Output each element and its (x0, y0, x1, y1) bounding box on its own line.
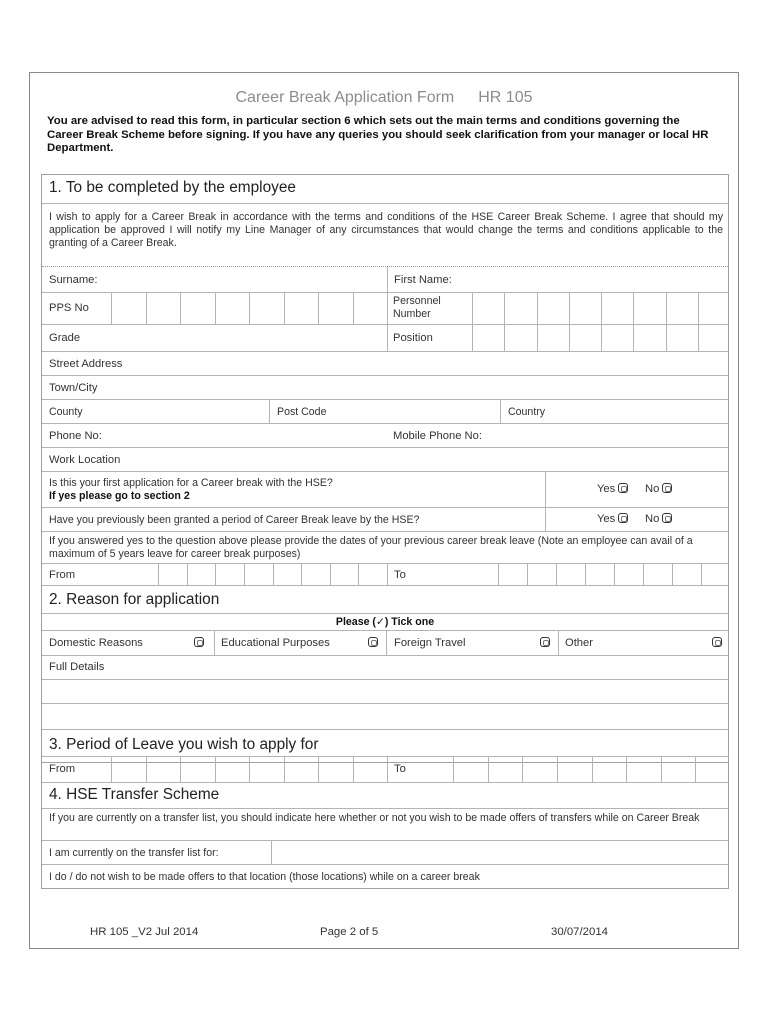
previous-to-digit-box[interactable] (527, 564, 556, 585)
pps-digit-box[interactable] (111, 293, 146, 324)
previous-to-digit-box[interactable] (701, 564, 730, 585)
leave-to-label-cell (387, 757, 453, 782)
leave-to-digit-box[interactable] (661, 757, 696, 782)
previous-to-digit-box[interactable] (498, 564, 527, 585)
pps-digit-box[interactable] (215, 293, 250, 324)
domestic-label: Domestic Reasons (49, 637, 143, 649)
leave-from-digit-box[interactable] (284, 757, 319, 782)
previous-from-digit-box[interactable] (158, 564, 187, 585)
tick-instruction: Please (✓) Tick one (335, 616, 435, 628)
section-3-header (42, 729, 728, 759)
previous-to-digit-box[interactable] (585, 564, 614, 585)
pps-digit-box[interactable] (353, 293, 388, 324)
personnel-digit-box[interactable] (633, 293, 665, 324)
position-digit-box[interactable] (698, 325, 730, 351)
domestic-checkbox[interactable] (194, 637, 204, 647)
section-2-heading: 2. Reason for application (49, 591, 220, 608)
first-app-yes-label: Yes (597, 483, 616, 495)
section-3-heading: 3. Period of Leave you wish to apply for (49, 736, 319, 753)
position-digit-box[interactable] (601, 325, 633, 351)
mobile-label: Mobile Phone No: (393, 430, 482, 442)
other-label: Other (565, 637, 593, 649)
first-app-yes-checkbox[interactable] (618, 483, 628, 493)
surname-label: Surname: (49, 274, 98, 286)
previous-from-digit-box[interactable] (273, 564, 302, 585)
section-2-header (42, 585, 728, 613)
section-1-heading: 1. To be completed by the employee (49, 179, 296, 196)
travel-label: Foreign Travel (394, 637, 466, 649)
personnel-digit-box[interactable] (698, 293, 730, 324)
position-label: Position (393, 332, 433, 344)
personnel-digit-box[interactable] (537, 293, 569, 324)
previous-no-label: No (645, 513, 660, 525)
full-details-label: Full Details (49, 661, 105, 673)
leave-to-digit-box[interactable] (522, 757, 557, 782)
first-name-field[interactable] (387, 267, 728, 292)
previous-from-digit-box[interactable] (244, 564, 273, 585)
declaration-text: I wish to apply for a Career Break in accordance with the terms and conditions of the HSE Career Break Scheme. I agree that should my application be approved I will notify my Line Manager of any circumstances that would change the terms and conditions applicable to the granting of a Career Break. (49, 211, 723, 249)
personnel-digit-box[interactable] (666, 293, 698, 324)
section-4-heading: 4. HSE Transfer Scheme (49, 786, 220, 803)
footer-date: 30/07/2014 (551, 926, 609, 938)
previous-from-digit-box[interactable] (301, 564, 330, 585)
section-1-header (42, 175, 728, 203)
previous-break-row (42, 507, 728, 531)
educational-checkbox[interactable] (368, 637, 378, 647)
grade-label: Grade (49, 332, 81, 344)
transfer-list-row (42, 840, 728, 864)
previous-to-digit-box[interactable] (672, 564, 701, 585)
previous-dates-row (42, 563, 728, 585)
county-label: County (49, 406, 83, 418)
previous-to-digit-box[interactable] (614, 564, 643, 585)
pps-digit-box[interactable] (180, 293, 215, 324)
full-details-line-2[interactable] (42, 703, 728, 729)
intro-text: You are advised to read this form, in particular section 6 which sets out the main terms and conditions governing the Career Break Scheme before signing. If you have any queries you should seek clarification from your manager or local HR Department. (47, 115, 709, 154)
leave-dates-row (42, 757, 728, 782)
pps-digit-box[interactable] (146, 293, 181, 324)
grade-row (42, 324, 728, 351)
pps-digit-box[interactable] (249, 293, 284, 324)
leave-from-digit-box[interactable] (318, 757, 353, 782)
previous-from-label: From (49, 569, 76, 581)
previous-break-answer (545, 508, 728, 531)
personnel-digit-box[interactable] (472, 293, 504, 324)
section-4-header (42, 782, 728, 808)
leave-from-digit-box[interactable] (215, 757, 250, 782)
town-row[interactable] (42, 375, 728, 399)
leave-from-digit-box[interactable] (180, 757, 215, 782)
form-title-text: Career Break Application Form (235, 89, 455, 106)
transfer-offers-row[interactable] (42, 864, 728, 890)
leave-to-digit-box[interactable] (626, 757, 661, 782)
work-location-row[interactable] (42, 447, 728, 471)
personnel-digit-box[interactable] (504, 293, 536, 324)
personnel-digit-box[interactable] (601, 293, 633, 324)
county-row (42, 399, 728, 423)
previous-to-digit-box[interactable] (643, 564, 672, 585)
previous-to-label: To (394, 569, 406, 581)
form-page (29, 72, 739, 949)
previous-yes-option[interactable] (597, 513, 628, 525)
leave-to-digit-box[interactable] (453, 757, 488, 782)
first-application-question: Is this your first application for a Career break with the HSE? (49, 477, 333, 489)
leave-from-digit-box[interactable] (353, 757, 388, 782)
position-digit-box[interactable] (537, 325, 569, 351)
pps-label: PPS No (49, 302, 89, 314)
reason-option-travel[interactable] (386, 631, 558, 655)
personnel-digit-box[interactable] (569, 293, 601, 324)
previous-yes-label: Yes (597, 513, 616, 525)
leave-to-digit-box[interactable] (695, 757, 730, 782)
section-3-4-table (41, 756, 729, 889)
transfer-list-field[interactable] (271, 841, 728, 864)
work-location-label: Work Location (49, 454, 121, 466)
first-app-yes-option[interactable] (597, 483, 628, 495)
position-digit-box[interactable] (504, 325, 536, 351)
previous-from-digit-box[interactable] (187, 564, 216, 585)
previous-from-digit-box[interactable] (215, 564, 244, 585)
first-application-row (42, 471, 728, 507)
full-details-line-1[interactable] (42, 679, 728, 703)
previous-from-digit-box[interactable] (330, 564, 359, 585)
first-app-no-label: No (645, 483, 660, 495)
first-app-no-option[interactable] (645, 483, 672, 495)
position-digit-box[interactable] (472, 325, 504, 351)
postcode-field[interactable] (269, 400, 500, 423)
transfer-note: If you are currently on a transfer list, you should indicate here whether or not you wish to be made offers of transfers while on Career Break (49, 812, 700, 824)
position-digit-box[interactable] (569, 325, 601, 351)
phone-label: Phone No: (49, 430, 102, 442)
pps-digit-box[interactable] (318, 293, 353, 324)
first-application-answer (545, 472, 728, 507)
travel-checkbox[interactable] (540, 637, 550, 647)
footer-form-version: HR 105 _V2 Jul 2014 (90, 926, 199, 938)
full-details-row[interactable] (42, 655, 728, 679)
transfer-list-label: I am currently on the transfer list for: (49, 847, 219, 859)
previous-from-digit-box[interactable] (358, 564, 387, 585)
transfer-note-row (42, 808, 728, 840)
other-checkbox[interactable] (712, 637, 722, 647)
phone-row (42, 423, 728, 447)
street-label: Street Address (49, 358, 123, 370)
transfer-offers-statement: I do / do not wish to be made offers to that location (those locations) while on a career break (49, 871, 480, 883)
leave-from-label: From (49, 763, 76, 775)
section-1-2-table (41, 174, 729, 763)
educational-label: Educational Purposes (221, 637, 330, 649)
reason-option-domestic[interactable] (42, 631, 214, 655)
previous-to-digit-box[interactable] (556, 564, 585, 585)
leave-from-digit-box[interactable] (146, 757, 181, 782)
leave-to-digit-box[interactable] (557, 757, 592, 782)
postcode-label: Post Code (277, 406, 327, 418)
previous-dates-note-row (42, 531, 728, 563)
first-name-label: First Name: (394, 274, 452, 286)
previous-to-label-cell (387, 564, 498, 585)
previous-dates-note: If you answered yes to the question above please provide the dates of your previous career break leave (Note an employee can avail of a maximum of 5 years leave for career break purposes) (49, 535, 693, 560)
first-application-note: If yes please go to section 2 (49, 490, 190, 502)
form-title (30, 89, 738, 107)
leave-to-digit-box[interactable] (592, 757, 627, 782)
position-digit-box[interactable] (666, 325, 698, 351)
reason-option-other[interactable] (558, 631, 728, 655)
leave-to-label: To (394, 763, 406, 775)
previous-break-question: Have you previously been granted a period of Career Break leave by the HSE? (49, 514, 420, 526)
personnel-label-cell (387, 293, 472, 324)
tick-instruction-row (42, 613, 728, 630)
position-digit-box[interactable] (633, 325, 665, 351)
leave-from-digit-box[interactable] (249, 757, 284, 782)
reason-option-educational[interactable] (214, 631, 386, 655)
leave-to-digit-box[interactable] (488, 757, 523, 782)
street-row[interactable] (42, 351, 728, 375)
previous-no-checkbox[interactable] (662, 513, 672, 523)
town-label: Town/City (49, 382, 98, 394)
position-label-cell (387, 325, 472, 351)
form-code: HR 105 (478, 89, 533, 106)
name-row (42, 266, 728, 292)
country-field[interactable] (500, 400, 728, 423)
previous-no-option[interactable] (645, 513, 672, 525)
leave-from-digit-box[interactable] (111, 757, 146, 782)
personnel-label: Personnel Number (393, 295, 441, 320)
reason-options-row (42, 630, 728, 655)
surname-field[interactable] (42, 267, 387, 292)
first-app-no-checkbox[interactable] (662, 483, 672, 493)
country-label: Country (508, 406, 546, 418)
footer-page-number: Page 2 of 5 (320, 926, 379, 938)
previous-yes-checkbox[interactable] (618, 513, 628, 523)
pps-row (42, 292, 728, 324)
declaration-row (42, 203, 728, 266)
pps-digit-box[interactable] (284, 293, 319, 324)
